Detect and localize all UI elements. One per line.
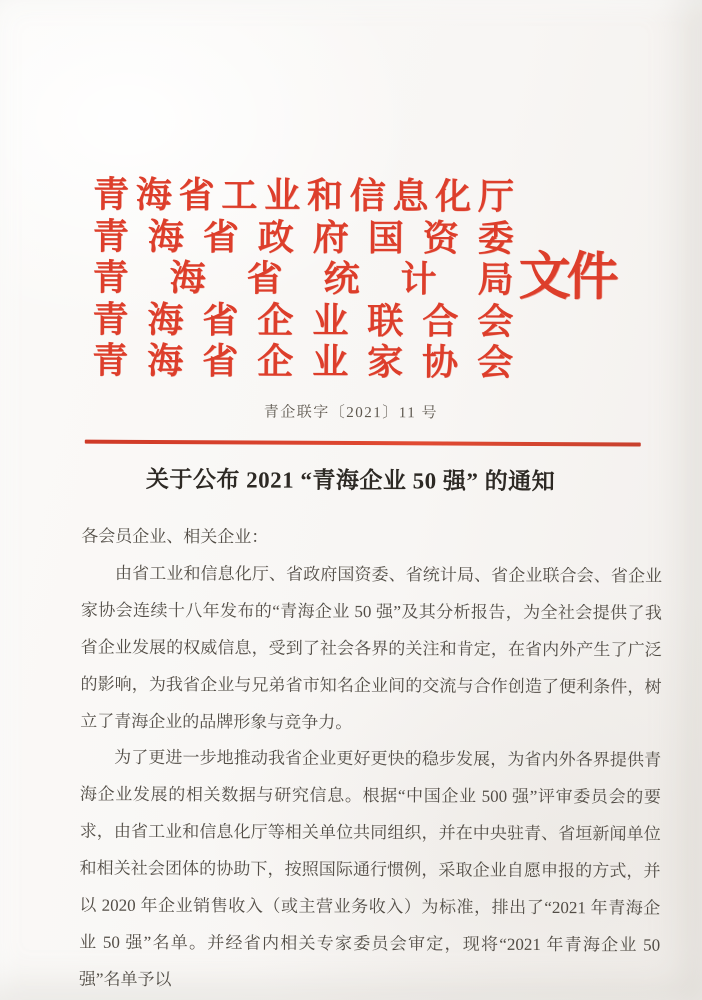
- agency-line-4: 青 海 省 企 业 联 合 会: [92, 299, 514, 342]
- document-title: 关于公布 2021 “青海企业 50 强” 的通知: [145, 466, 556, 495]
- salutation: 各会员企业、相关企业：: [81, 526, 269, 547]
- letterhead-agency-block: [92, 175, 514, 385]
- paragraph-1: 由省工业和信息化厅、省政府国资委、省统计局、省企业联合会、省企业家协会连续十八年发布的“青海企业 50 强”及其分析报告，为全社会提供了我省企业发展的权威信息，受到了社会各界的关注和肯定，在省内外产生了广泛的影响，为我省企业与兄弟省市知名企业间的交流与合作创造了便利条件，树立了青海企业的品牌形象与竞争力。: [80, 563, 663, 732]
- red-divider: [85, 440, 641, 447]
- agency-line-5: 青 海 省 企 业 家 协 会: [92, 341, 514, 384]
- agency-line-2: 青 海 省 政 府 国 资 委: [92, 216, 514, 259]
- agency-line-3: 青 海 省 统 计 局: [92, 257, 514, 301]
- wenjian-label: 文件: [518, 248, 615, 307]
- document-body: [79, 519, 663, 1000]
- paragraph-2: 为了更进一步地推动我省企业更好更快的稳步发展，为省内外各界提供青海企业发展的相关数据与研究信息。根据“中国企业 500 强”评审委员会的要求，由省工业和信息化厅等相关单位共同组织，并在中央驻青、省垣新闻单位和相关社会团体的协助下，按照国际通行惯例，采取企业自愿申报的方式，并以 2020 年企业销售收入（或主营业务收入）为标准，排出了“2021 年青海企业 50 强”名单。并经省内相关专家委员会审定，现将“2021 年青海企业 50 强”名单予以: [78, 748, 662, 989]
- document-number: 青企联字〔2021〕11 号: [263, 404, 439, 422]
- agency-line-1: 青 海 省 工 业 和 信 息 化 厅: [92, 174, 515, 217]
